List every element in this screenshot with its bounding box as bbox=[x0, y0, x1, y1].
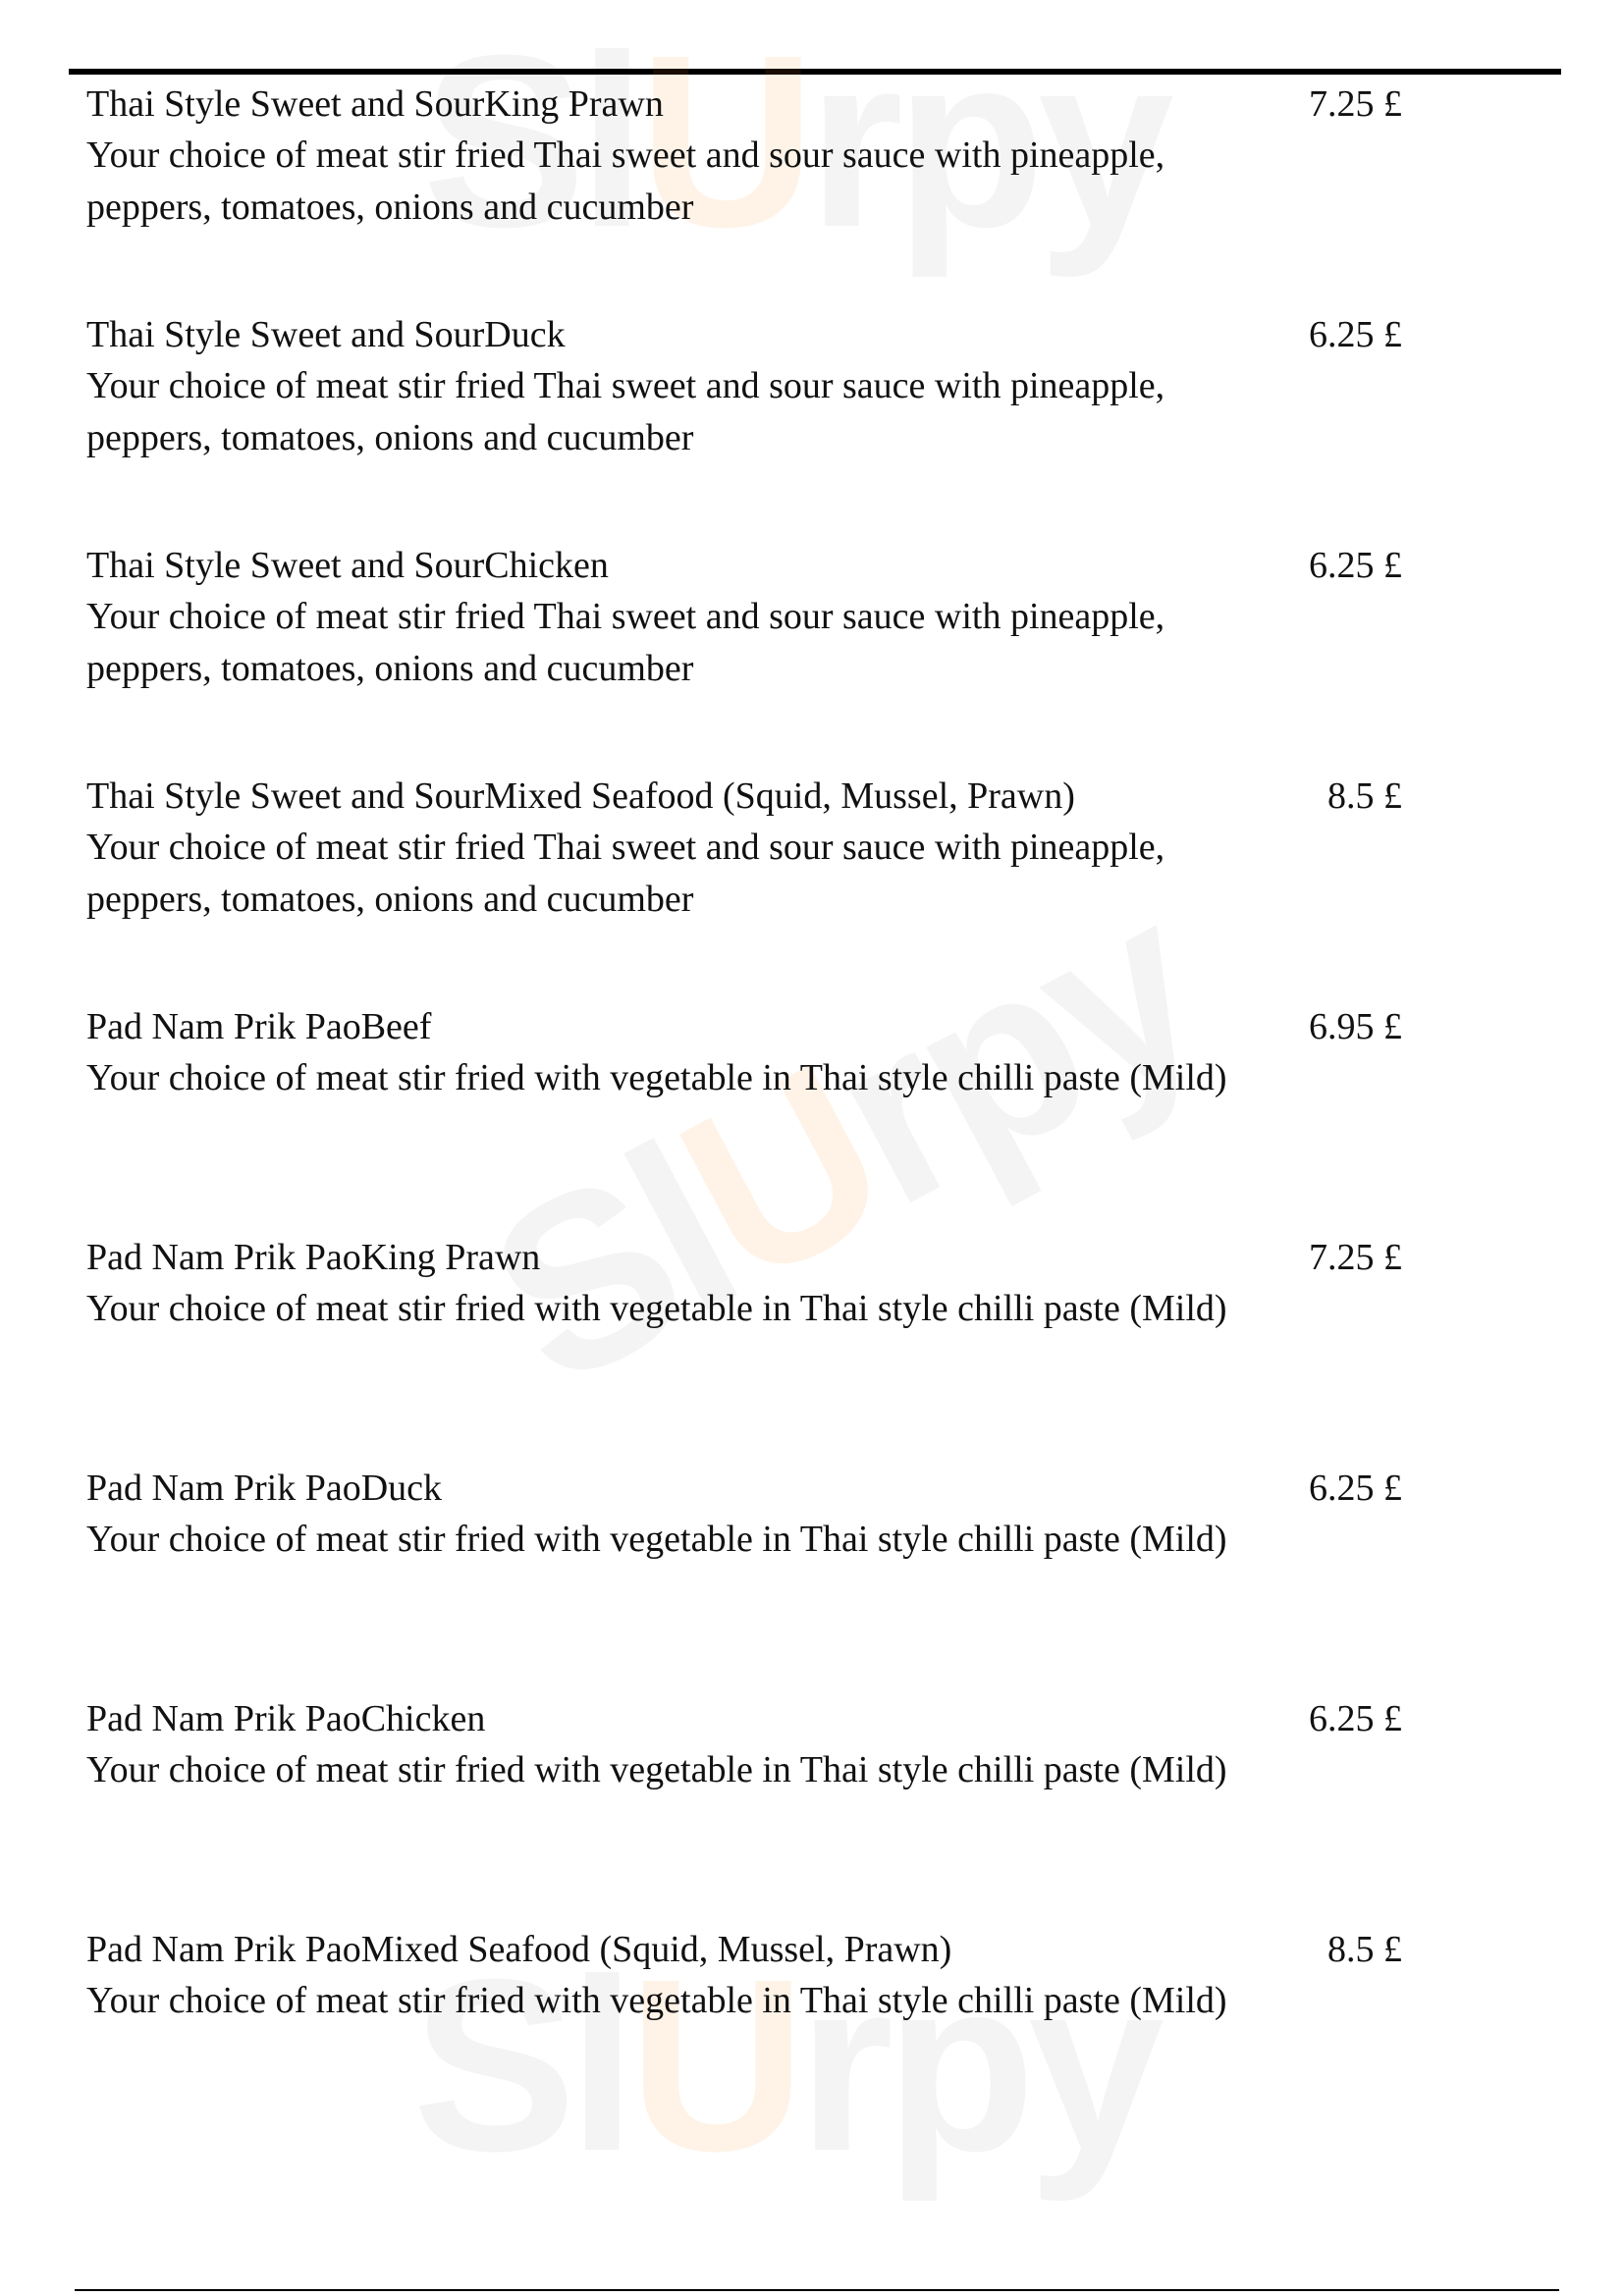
menu-item bbox=[86, 79, 1402, 309]
bottom-divider bbox=[75, 2289, 1559, 2291]
menu-item bbox=[86, 1463, 1402, 1693]
item-description: Your choice of meat stir fried with vegetable in Thai style chilli paste (Mild) bbox=[86, 1057, 1227, 1098]
item-name: Pad Nam Prik PaoChicken bbox=[86, 1698, 486, 1739]
item-price: 8.5 £ bbox=[1327, 1929, 1402, 1970]
menu-item bbox=[86, 1693, 1402, 1924]
item-name: Thai Style Sweet and SourChicken bbox=[86, 545, 609, 586]
menu-item bbox=[86, 1232, 1402, 1463]
item-price: 7.25 £ bbox=[1309, 83, 1402, 125]
item-price: 6.25 £ bbox=[1309, 314, 1402, 355]
item-name: Pad Nam Prik PaoDuck bbox=[86, 1468, 443, 1509]
menu-item bbox=[86, 771, 1402, 1001]
item-name: Pad Nam Prik PaoBeef bbox=[86, 1006, 432, 1047]
menu-item bbox=[86, 1924, 1402, 2155]
item-price: 6.25 £ bbox=[1309, 545, 1402, 586]
item-description: Your choice of meat stir fried Thai sweet and sour sauce with pineapple, peppers, tomatoes, onions and cucumber bbox=[86, 365, 1165, 458]
item-price: 6.25 £ bbox=[1309, 1698, 1402, 1739]
top-divider bbox=[69, 69, 1561, 75]
item-description: Your choice of meat stir fried with vegetable in Thai style chilli paste (Mild) bbox=[86, 1519, 1227, 1560]
menu-list bbox=[86, 79, 1402, 2155]
item-description: Your choice of meat stir fried with vegetable in Thai style chilli paste (Mild) bbox=[86, 1980, 1227, 2021]
menu-item bbox=[86, 540, 1402, 771]
item-name: Thai Style Sweet and SourKing Prawn bbox=[86, 83, 664, 125]
item-description: Your choice of meat stir fried Thai sweet and sour sauce with pineapple, peppers, tomatoes, onions and cucumber bbox=[86, 134, 1165, 228]
item-price: 7.25 £ bbox=[1309, 1237, 1402, 1278]
watermark-logo: U bbox=[641, 1014, 920, 1337]
item-description: Your choice of meat stir fried Thai sweet and sour sauce with pineapple, peppers, tomatoes, onions and cucumber bbox=[86, 596, 1165, 689]
item-price: 6.95 £ bbox=[1309, 1006, 1402, 1047]
menu-item bbox=[86, 309, 1402, 540]
item-description: Your choice of meat stir fried with vegetable in Thai style chilli paste (Mild) bbox=[86, 1288, 1227, 1329]
watermark-logo: U bbox=[638, 4, 808, 278]
item-price: 6.25 £ bbox=[1309, 1468, 1402, 1509]
watermark-logo: U bbox=[628, 1928, 798, 2202]
menu-item bbox=[86, 1001, 1402, 1232]
item-price: 8.5 £ bbox=[1327, 775, 1402, 817]
item-description: Your choice of meat stir fried with vegetable in Thai style chilli paste (Mild) bbox=[86, 1749, 1227, 1790]
item-name: Pad Nam Prik PaoKing Prawn bbox=[86, 1237, 541, 1278]
item-name: Thai Style Sweet and SourMixed Seafood (Squid, Mussel, Prawn) bbox=[86, 775, 1075, 817]
item-name: Thai Style Sweet and SourDuck bbox=[86, 314, 566, 355]
item-description: Your choice of meat stir fried Thai sweet and sour sauce with pineapple, peppers, tomatoes, onions and cucumber bbox=[86, 827, 1165, 920]
item-name: Pad Nam Prik PaoMixed Seafood (Squid, Mussel, Prawn) bbox=[86, 1929, 952, 1970]
